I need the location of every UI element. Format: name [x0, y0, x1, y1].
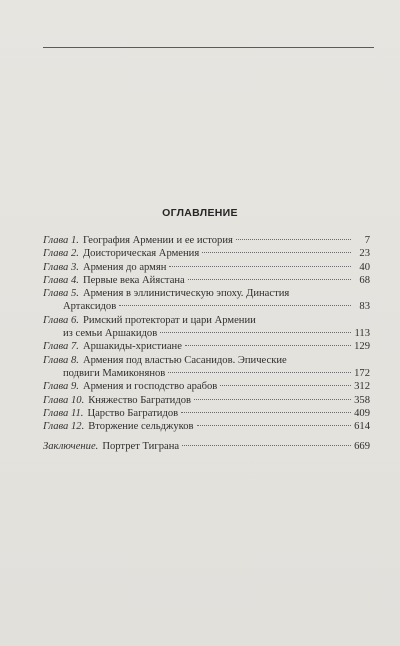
conclusion-label: Заключение.: [43, 441, 99, 453]
page-number: 409: [354, 407, 370, 419]
chapter-label: Глава 8.: [43, 354, 79, 366]
dot-leader: [181, 412, 351, 413]
dot-leader: [168, 372, 351, 373]
page-number: 23: [359, 248, 370, 260]
toc-entry-conclusion[interactable]: [43, 440, 370, 453]
chapter-title: Армения до армян: [82, 261, 167, 273]
chapter-title-continued: подвиги Мамиконянов: [63, 367, 166, 379]
toc-heading: ОГЛАВЛЕНИЕ: [162, 207, 238, 219]
chapter-label: Глава 10.: [43, 394, 85, 406]
toc-entry-8[interactable]: [43, 354, 370, 381]
page-number: 669: [354, 441, 370, 453]
toc-entry-4[interactable]: [43, 274, 370, 287]
spacer: [43, 433, 370, 440]
chapter-title: Армения и господство арабов: [82, 381, 218, 393]
toc-entry-1[interactable]: [43, 234, 370, 247]
dot-leader: [220, 385, 351, 386]
chapter-label: Глава 2.: [43, 248, 79, 260]
dot-leader: [197, 425, 351, 426]
dot-leader: [185, 345, 351, 346]
chapter-label: Глава 11.: [43, 407, 84, 419]
chapter-label: Глава 6.: [43, 314, 79, 326]
chapter-title: Аршакиды-христиане: [82, 341, 182, 353]
chapter-label: Глава 12.: [43, 421, 85, 433]
page-number: 68: [359, 274, 370, 286]
chapter-label: Глава 7.: [43, 341, 79, 353]
conclusion-title: Портрет Тиграна: [102, 441, 180, 453]
dot-leader: [202, 252, 351, 253]
dot-leader: [188, 279, 351, 280]
chapter-title: Армения под властью Сасанидов. Эпические: [82, 354, 287, 366]
chapter-title: Первые века Айястана: [82, 274, 185, 286]
toc-entry-6[interactable]: [43, 314, 370, 341]
chapter-title: Армения в эллинистическую эпоху. Династия: [82, 288, 290, 300]
page-number: 312: [354, 381, 370, 393]
chapter-title: Царство Багратидов: [87, 407, 179, 419]
page-number: 7: [364, 235, 370, 246]
toc-entry-12[interactable]: [43, 420, 370, 433]
chapter-title-continued: из семьи Аршакидов: [63, 328, 158, 340]
toc-entry-5[interactable]: [43, 287, 370, 314]
toc-entry-7[interactable]: [43, 340, 370, 353]
chapter-label: Глава 4.: [43, 274, 79, 286]
page-number: 40: [359, 261, 370, 273]
chapter-title: Вторжение сельджуков: [88, 421, 194, 433]
toc-entry-2[interactable]: [43, 247, 370, 260]
chapter-title: География Армении и ее история: [82, 235, 233, 246]
toc-entry-10[interactable]: [43, 394, 370, 407]
dot-leader: [119, 305, 351, 306]
chapter-title: Доисторическая Армения: [82, 248, 200, 260]
page-number: 358: [354, 394, 370, 406]
table-of-contents: [43, 234, 370, 454]
toc-entry-11[interactable]: [43, 407, 370, 420]
chapter-title-continued: Артаксидов: [63, 301, 117, 313]
dot-leader: [194, 399, 351, 400]
chapter-title: Римский протекторат и цари Армении: [82, 314, 256, 326]
dot-leader: [160, 332, 351, 333]
top-rule: [43, 47, 374, 48]
chapter-label: Глава 3.: [43, 261, 79, 273]
chapter-label: Глава 9.: [43, 381, 79, 393]
chapter-label: Глава 5.: [43, 288, 79, 300]
dot-leader: [169, 266, 351, 267]
page-number: 113: [354, 328, 370, 340]
page-number: 129: [354, 341, 370, 353]
chapter-title: Княжество Багратидов: [88, 394, 192, 406]
page-number: 172: [354, 367, 370, 379]
chapter-label: Глава 1.: [43, 235, 79, 246]
toc-entry-3[interactable]: [43, 261, 370, 274]
toc-entry-9[interactable]: [43, 380, 370, 393]
dot-leader: [236, 239, 351, 240]
page-number: 614: [354, 421, 370, 433]
page-number: 83: [359, 301, 370, 313]
dot-leader: [182, 445, 351, 446]
